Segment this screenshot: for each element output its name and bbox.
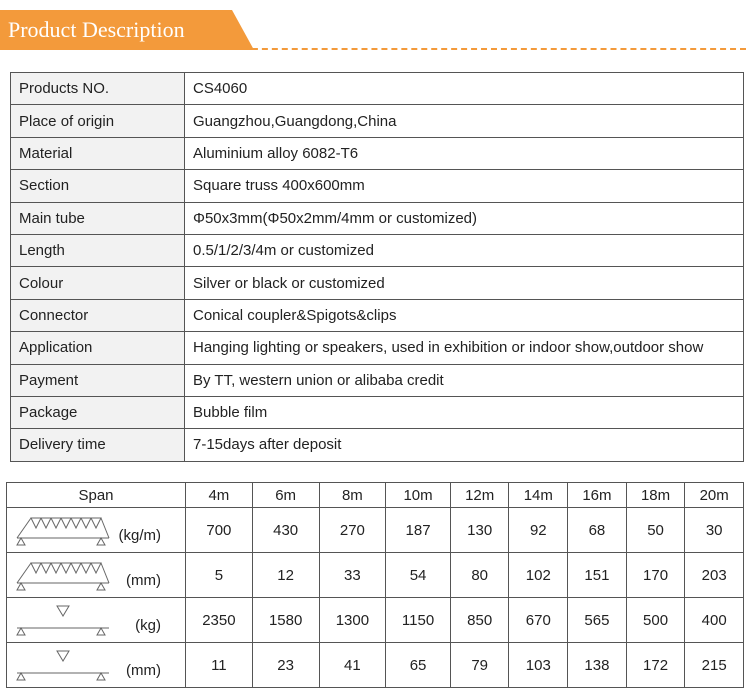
spec-value: Aluminium alloy 6082-T6 [185,137,744,169]
span-value-cell: 79 [450,643,509,688]
spec-key: Length [11,234,185,266]
span-column-header: 14m [509,483,568,508]
span-value-cell: 92 [509,508,568,553]
span-row [7,598,744,643]
span-value-cell: 151 [568,553,627,598]
unit-label: (kg/m) [118,527,161,544]
center-point-load-icon [13,649,113,681]
spec-value: Square truss 400x600mm [185,170,744,202]
spec-key: Delivery time [11,429,185,461]
spec-key: Colour [11,267,185,299]
uniform-load-truss-icon [13,514,113,546]
spec-value: Bubble film [185,396,744,428]
span-value-cell: 270 [319,508,386,553]
header-dashed-line [232,48,746,50]
spec-key: Application [11,332,185,364]
span-value-cell: 850 [450,598,509,643]
unit-label: (kg) [135,617,161,634]
spec-value: By TT, western union or alibaba credit [185,364,744,396]
span-column-header: 6m [252,483,319,508]
spec-value: Guangzhou,Guangdong,China [185,105,744,137]
spec-row [11,137,744,169]
span-column-header: 20m [685,483,744,508]
spec-value: CS4060 [185,73,744,105]
span-value-cell: 103 [509,643,568,688]
span-value-cell: 30 [685,508,744,553]
span-value-cell: 1300 [319,598,386,643]
span-value-cell: 50 [626,508,685,553]
spec-table [10,72,744,462]
spec-row [11,364,744,396]
uniform-load-truss-icon [13,559,113,591]
header-tab-edge [230,10,254,50]
span-value-cell: 565 [568,598,627,643]
spec-key: Material [11,137,185,169]
spec-row [11,170,744,202]
section-header [0,10,750,50]
spec-row [11,429,744,461]
spec-value: Φ50x3mm(Φ50x2mm/4mm or customized) [185,202,744,234]
spec-row [11,73,744,105]
span-value-cell: 187 [386,508,451,553]
spec-key: Place of origin [11,105,185,137]
span-column-header: 18m [626,483,685,508]
span-value-cell: 172 [626,643,685,688]
spec-row [11,396,744,428]
spec-key: Connector [11,299,185,331]
spec-key: Section [11,170,185,202]
spec-key: Main tube [11,202,185,234]
span-value-cell: 41 [319,643,386,688]
center-point-load-icon [13,604,113,636]
span-value-cell: 80 [450,553,509,598]
span-value-cell: 170 [626,553,685,598]
span-value-cell: 500 [626,598,685,643]
span-value-cell: 215 [685,643,744,688]
span-value-cell: 2350 [186,598,253,643]
span-value-cell: 203 [685,553,744,598]
unit-label: (mm) [126,662,161,679]
span-row-label [7,508,186,553]
span-row-label [7,553,186,598]
span-row-label [7,598,186,643]
span-column-header: 10m [386,483,451,508]
span-value-cell: 102 [509,553,568,598]
span-column-header: 16m [568,483,627,508]
spec-row [11,105,744,137]
span-row [7,508,744,553]
page-title: Product Description [8,17,185,42]
span-column-header: 8m [319,483,386,508]
spec-row [11,202,744,234]
span-value-cell: 54 [386,553,451,598]
spec-value: Conical coupler&Spigots&clips [185,299,744,331]
span-value-cell: 1580 [252,598,319,643]
span-value-cell: 23 [252,643,319,688]
span-row-label [7,643,186,688]
span-header-label: Span [7,483,186,508]
span-value-cell: 130 [450,508,509,553]
spec-key: Products NO. [11,73,185,105]
span-value-cell: 400 [685,598,744,643]
spec-row [11,267,744,299]
span-value-cell: 68 [568,508,627,553]
spec-row [11,332,744,364]
spec-value: Hanging lighting or speakers, used in exhibition or indoor show,outdoor show [185,332,744,364]
span-column-header: 12m [450,483,509,508]
span-value-cell: 700 [186,508,253,553]
spec-key: Package [11,396,185,428]
spec-value: 0.5/1/2/3/4m or customized [185,234,744,266]
spec-row [11,299,744,331]
span-value-cell: 430 [252,508,319,553]
span-value-cell: 5 [186,553,253,598]
span-load-table [6,482,744,688]
spec-value: Silver or black or customized [185,267,744,299]
span-value-cell: 12 [252,553,319,598]
span-value-cell: 33 [319,553,386,598]
span-value-cell: 1150 [386,598,451,643]
span-column-header: 4m [186,483,253,508]
span-value-cell: 138 [568,643,627,688]
span-value-cell: 11 [186,643,253,688]
span-value-cell: 670 [509,598,568,643]
span-row [7,553,744,598]
span-value-cell: 65 [386,643,451,688]
unit-label: (mm) [126,572,161,589]
spec-key: Payment [11,364,185,396]
spec-value: 7-15days after deposit [185,429,744,461]
span-row [7,643,744,688]
spec-row [11,234,744,266]
